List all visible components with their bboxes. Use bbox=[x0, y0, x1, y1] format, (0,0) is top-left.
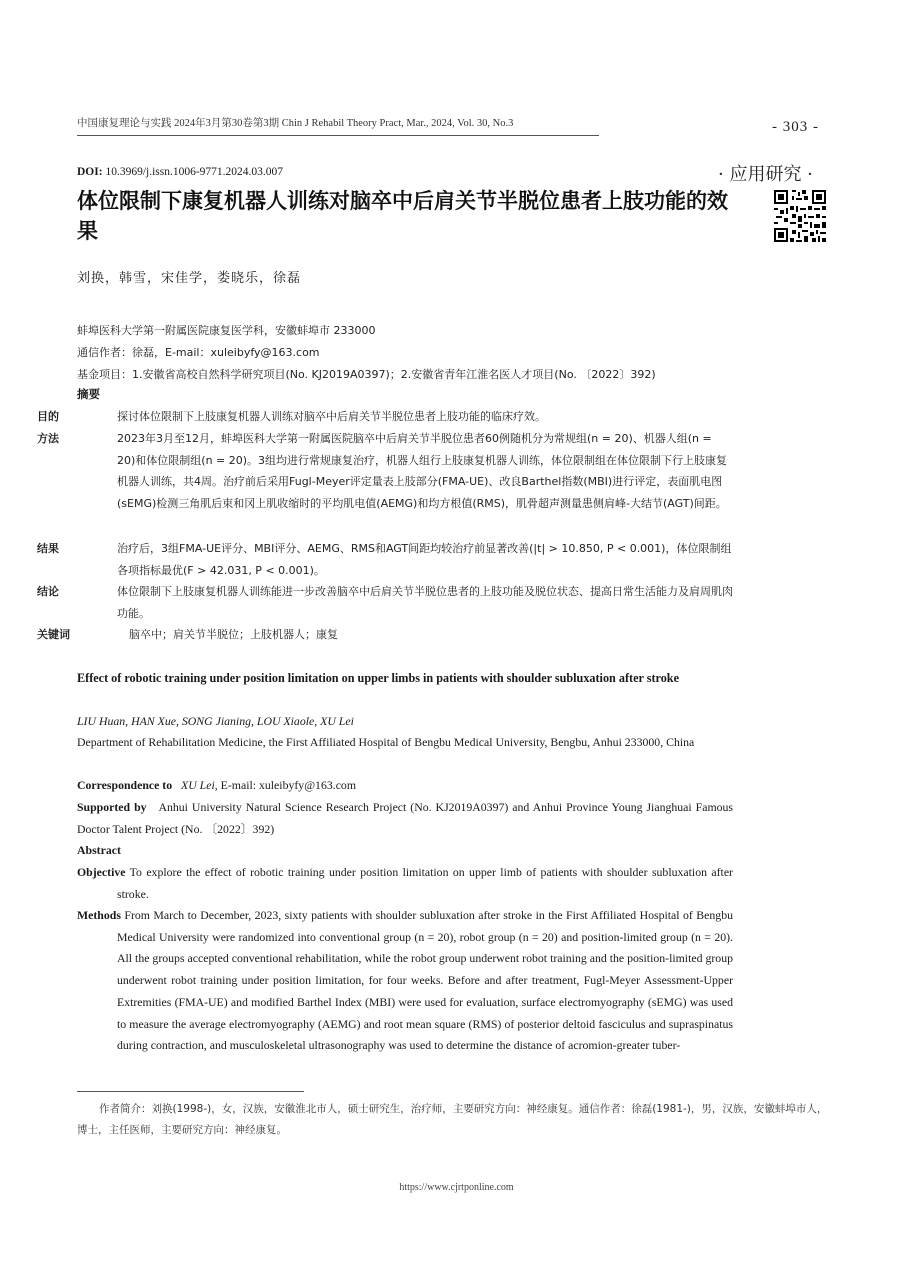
correspondence-en bbox=[77, 775, 733, 797]
authors-cn: 刘换，韩雪，宋佳学，娄晓乐，徐磊 bbox=[77, 271, 302, 286]
label-methods-cn: 方法 bbox=[37, 432, 59, 445]
supported-by-text: Anhui University Natural Science Research Project (No. KJ2019A0397) and Anhui Province Young Jianghuai Famous Doctor Talent Project (No. 〔2022〕392) bbox=[77, 800, 734, 836]
abstract-methods-cn bbox=[37, 428, 733, 514]
correspondence-email[interactable]: E-mail: xuleibyfy@163.com bbox=[217, 778, 357, 792]
abstract-results-cn bbox=[37, 538, 733, 581]
abstract-objective-cn bbox=[37, 406, 733, 428]
label-conclusion-cn: 结论 bbox=[37, 585, 59, 598]
affiliation-en: Department of Rehabilitation Medicine, the First Affiliated Hospital of Bengbu Medical University, Bengbu, Anhui 233000, China bbox=[77, 735, 695, 749]
section-tag: · 应用研究 · bbox=[718, 164, 813, 185]
label-methods-en: Methods bbox=[77, 908, 121, 922]
supported-by-en bbox=[77, 797, 733, 840]
text-methods-cn: 2023年3月至12月，蚌埠医科大学第一附属医院脑卒中后肩关节半脱位患者60例随机分为常规组(n = 20)、机器人组(n = 20)和体位限制组(n = 20)。3组均进行常规康复治疗，机器人组行上肢康复机器人训练，体位限制组在体位限制下行上肢康复机器人训练，共4周。治疗前后采用Fugl-Meyer评定量表上肢部分(FMA-UE)、改良Barthel指数(MBI)进行评定，表面肌电图(sEMG)检测三角肌后束和冈上肌收缩时的平均肌电值(AEMG)和均方根值(RMS)，肌骨超声测量患侧肩峰-大结节(AGT)间距。 bbox=[117, 432, 728, 510]
affiliation-cn: 蚌埠医科大学第一附属医院康复医学科，安徽蚌埠市 233000 bbox=[77, 324, 376, 337]
label-keywords-cn: 关键词 bbox=[37, 628, 70, 641]
page-number: - 303 - bbox=[772, 119, 819, 135]
funding-cn: 基金项目：1.安徽省高校自然科学研究项目(No. KJ2019A0397)；2.安徽省青年江淮名医人才项目(No. 〔2022〕392) bbox=[77, 368, 656, 381]
label-objective-en: Objective bbox=[77, 865, 126, 879]
doi-label: DOI: bbox=[77, 166, 103, 178]
text-objective-en: To explore the effect of robotic training under position limitation on upper limb of patients with shoulder subluxation after stroke. bbox=[117, 865, 733, 901]
text-conclusion-cn: 体位限制下上肢康复机器人训练能进一步改善脑卒中后肩关节半脱位患者的上肢功能及脱位状态、提高日常生活能力及肩周肌肉功能。 bbox=[117, 585, 733, 620]
abstract-heading-en: Abstract bbox=[77, 843, 121, 857]
authors-en: LIU Huan, HAN Xue, SONG Jianing, LOU Xiaole, XU Lei bbox=[77, 714, 354, 728]
correspondence-cn: 通信作者：徐磊，E-mail：xuleibyfy@163.com bbox=[77, 346, 320, 359]
doi-value: 10.3969/j.issn.1006-9771.2024.03.007 bbox=[102, 166, 284, 178]
article-title-en: Effect of robotic training under position limitation on upper limbs in patients with shoulder subluxation after stroke bbox=[77, 671, 679, 685]
abstract-heading-cn: 摘要 bbox=[77, 387, 100, 401]
correspondence-name: XU Lei, bbox=[181, 778, 218, 792]
journal-header: 中国康复理论与实践 2024年3月第30卷第3期 Chin J Rehabil Theory Pract, Mar., 2024, Vol. 30, No.3 bbox=[77, 118, 514, 129]
correspondence-label: Correspondence to bbox=[77, 778, 173, 792]
header-rule bbox=[77, 135, 599, 136]
footnote-rule bbox=[77, 1091, 304, 1092]
footer-url[interactable]: https://www.cjrtponline.com bbox=[399, 1182, 514, 1193]
abstract-objective-en bbox=[77, 862, 733, 905]
keywords-cn bbox=[37, 624, 733, 646]
abstract-conclusion-cn bbox=[37, 581, 733, 624]
text-keywords-cn: 脑卒中；肩关节半脱位；上肢机器人；康复 bbox=[129, 628, 338, 641]
article-title-cn: 体位限制下康复机器人训练对脑卒中后肩关节半脱位患者上肢功能的效果 bbox=[77, 189, 728, 243]
text-objective-cn: 探讨体位限制下上肢康复机器人训练对脑卒中后肩关节半脱位患者上肢功能的临床疗效。 bbox=[117, 410, 546, 423]
doi[interactable] bbox=[77, 166, 283, 178]
abstract-methods-en bbox=[77, 905, 733, 1057]
label-objective-cn: 目的 bbox=[37, 410, 59, 423]
qr-code-icon bbox=[774, 190, 826, 242]
author-footnote: 作者简介：刘换(1998-)，女，汉族，安徽淮北市人，硕士研究生，治疗师，主要研究方向：神经康复。通信作者：徐磊(1981-)，男，汉族，安徽蚌埠市人，博士，主任医师，主要研究方向：神经康复。 bbox=[77, 1103, 828, 1136]
text-methods-en: From March to December, 2023, sixty patients with shoulder subluxation after stroke in the First Affiliated Hospital of Bengbu Medical University were randomized into conventional group (n = 20), robot group (n = 20) and position-limited group (n = 20). All the groups accepted conventional rehabilitation, while the robot group underwent robot training and the position-limited group underwent robot training under position limitation, for four weeks. Before and after treatment, Fugl-Meyer Assessment-Upper Extremities (FMA-UE) and modified Barthel Index (MBI) were used for evaluation, surface electromyography (sEMG) was used to measure the average electromyography (AEMG) and root mean square (RMS) of posterior deltoid fasciculus and supraspinatus during contraction, and musculoskeletal ultrasonography was used to determine the distance of acromion-greater tuber- bbox=[117, 908, 734, 1053]
text-results-cn: 治疗后，3组FMA-UE评分、MBI评分、AEMG、RMS和AGT间距均较治疗前显著改善(|t| > 10.850, P < 0.001)，体位限制组各项指标最优(F > 42.031, P < 0.001)。 bbox=[117, 542, 732, 577]
supported-by-label: Supported by bbox=[77, 800, 147, 814]
label-results-cn: 结果 bbox=[37, 542, 59, 555]
